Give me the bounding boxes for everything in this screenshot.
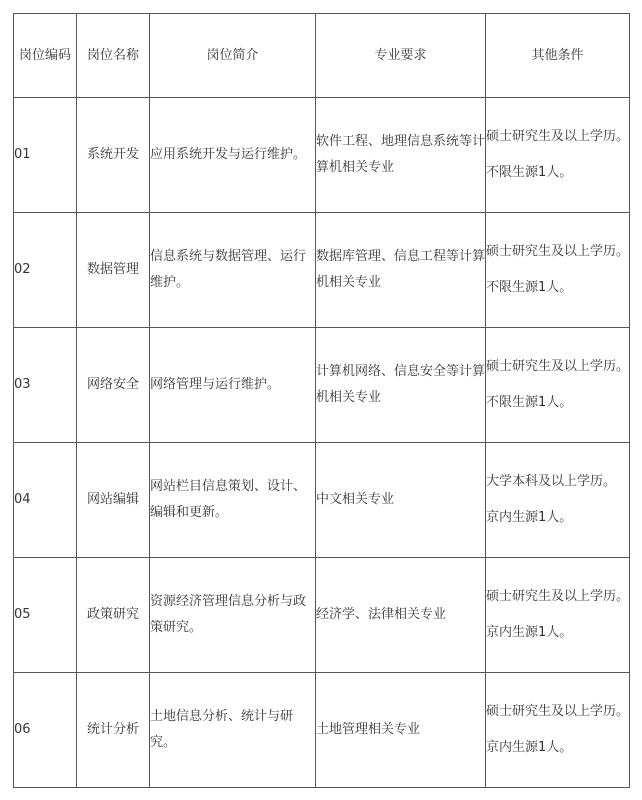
applicant-source: 不限生源1人。 [486,165,573,180]
applicant-source: 不限生源1人。 [486,395,573,410]
major-requirement: 经济学、法律相关专业 [316,558,486,673]
other-conditions [486,328,630,443]
position-name: 数据管理 [77,213,150,328]
position-code: 06 [14,673,77,788]
applicant-source: 京内生源1人。 [486,510,573,525]
education-requirement: 硕士研究生及以上学历。 [486,244,630,259]
position-code: 02 [14,213,77,328]
header-position-name: 岗位名称 [77,14,150,98]
table-row [14,328,630,443]
position-name: 统计分析 [77,673,150,788]
position-code: 04 [14,443,77,558]
major-requirement: 软件工程、地理信息系统等计算机相关专业 [316,98,486,213]
education-requirement: 大学本科及以上学历。 [486,474,617,489]
table-row [14,213,630,328]
major-requirement: 数据库管理、信息工程等计算机相关专业 [316,213,486,328]
position-name: 网络安全 [77,328,150,443]
applicant-source: 京内生源1人。 [486,625,573,640]
position-code: 03 [14,328,77,443]
applicant-source: 京内生源1人。 [486,740,573,755]
position-intro: 土地信息分析、统计与研究。 [150,673,316,788]
education-requirement: 硕士研究生及以上学历。 [486,359,630,374]
header-row [14,14,630,98]
major-requirement: 土地管理相关专业 [316,673,486,788]
position-name: 系统开发 [77,98,150,213]
major-requirement: 中文相关专业 [316,443,486,558]
header-other-conditions: 其他条件 [486,14,630,98]
position-intro: 资源经济管理信息分析与政策研究。 [150,558,316,673]
position-intro: 应用系统开发与运行维护。 [150,98,316,213]
table-row [14,98,630,213]
other-conditions [486,558,630,673]
table-row [14,673,630,788]
position-code: 01 [14,98,77,213]
header-position-code: 岗位编码 [14,14,77,98]
position-name: 网站编辑 [77,443,150,558]
other-conditions [486,213,630,328]
position-code: 05 [14,558,77,673]
position-intro: 网站栏目信息策划、设计、编辑和更新。 [150,443,316,558]
major-requirement: 计算机网络、信息安全等计算机相关专业 [316,328,486,443]
education-requirement: 硕士研究生及以上学历。 [486,589,630,604]
header-position-intro: 岗位简介 [150,14,316,98]
header-major-requirement: 专业要求 [316,14,486,98]
table-row [14,558,630,673]
position-intro: 网络管理与运行维护。 [150,328,316,443]
other-conditions [486,443,630,558]
education-requirement: 硕士研究生及以上学历。 [486,704,630,719]
position-intro: 信息系统与数据管理、运行维护。 [150,213,316,328]
other-conditions [486,673,630,788]
education-requirement: 硕士研究生及以上学历。 [486,129,630,144]
other-conditions [486,98,630,213]
job-positions-table [13,13,630,788]
table-row [14,443,630,558]
applicant-source: 不限生源1人。 [486,280,573,295]
position-name: 政策研究 [77,558,150,673]
